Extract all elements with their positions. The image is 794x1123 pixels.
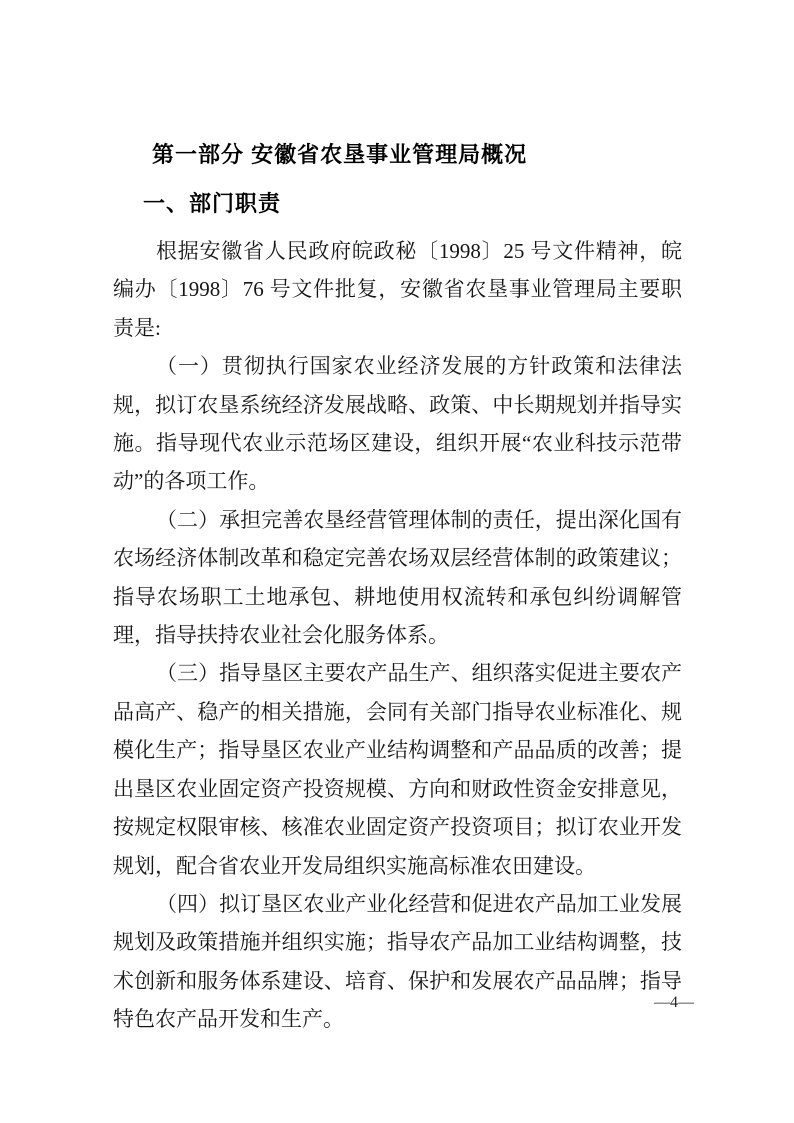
- body-text: [113, 232, 682, 1039]
- body-paragraph-item-1: （一）贯彻执行国家农业经济发展的方针政策和法律法规，拟订农垦系统经济发展战略、政策、中长期规划并指导实施。指导现代农业示范场区建设，组织开展“农业科技示范带动”的各项工作。: [113, 354, 682, 494]
- section-heading: 一、部门职责: [143, 191, 282, 216]
- body-paragraph-item-3: （三）指导垦区主要农产品生产、组织落实促进主要农产品高产、稳产的相关措施，会同有关部门指导农业标准化、规模化生产；指导垦区农业产业结构调整和产品品质的改善；提出垦区农业固定资产投资规模、方向和财政性资金安排意见，按规定权限审核、核准农业固定资产投资项目；拟订农业开发规划，配合省农业开发局组织实施高标准农田建设。: [113, 661, 682, 878]
- body-paragraph-item-4: （四）拟订垦区农业产业化经营和促进农产品加工业发展规划及政策措施并组织实施；指导农产品加工业结构调整，技术创新和服务体系建设、培育、保护和发展农产品品牌；指导特色农产品开发和生产。: [113, 891, 682, 1032]
- body-paragraph-item-2: （二）承担完善农垦经营管理体制的责任，提出深化国有农场经济体制改革和稳定完善农场双层经营体制的政策建议；指导农场职工土地承包、耕地使用权流转和承包纠纷调解管理，指导扶持农业社会化服务体系。: [113, 507, 682, 648]
- document-content: [113, 140, 682, 1039]
- document-title: 第一部分 安徽省农垦事业管理局概况: [152, 142, 528, 167]
- body-paragraph-intro: 根据安徽省人民政府皖政秘〔1998〕25 号文件精神，皖编办〔1998〕76 号文件批复，安徽省农垦事业管理局主要职责是:: [113, 239, 682, 340]
- page-number: —4—: [654, 994, 694, 1011]
